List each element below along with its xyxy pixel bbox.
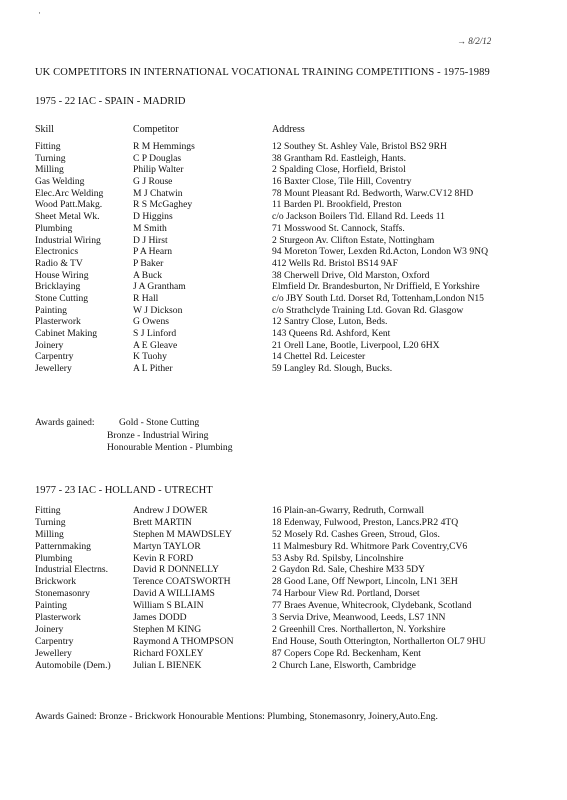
address-cell: 143 Queens Rd. Ashford, Kent [272, 328, 391, 339]
skill-cell: Jewellery [35, 647, 72, 659]
skill-cell: Industrial Wiring [35, 234, 101, 246]
address-cell: 12 Southey St. Ashley Vale, Bristol BS2 9RH [272, 141, 447, 152]
skill-cell: Automobile (Dem.) [35, 659, 111, 671]
table-row [35, 624, 560, 636]
skill-cell: House Wiring [35, 269, 89, 281]
address-cell: 77 Braes Avenue, Whitecrook, Clydebank, Scotland [272, 600, 472, 612]
table-row [35, 270, 560, 282]
competitor-cell: Terence COATSWORTH [133, 576, 231, 588]
competitor-cell: Brett MARTIN [133, 516, 192, 528]
skill-cell: Plasterwork [35, 612, 81, 624]
skill-cell: Carpentry [35, 351, 74, 363]
address-cell: 21 Orell Lane, Bootle, Liverpool, L20 6HX [272, 339, 440, 351]
competitor-cell: R Hall [133, 292, 159, 304]
skill-cell: Electronics [35, 246, 79, 258]
competitor-cell: David R DONNELLY [133, 564, 219, 576]
competitor-cell: Martyn TAYLOR [133, 540, 201, 552]
section-1977-heading: 1977 - 23 IAC - HOLLAND - UTRECHT [35, 485, 213, 496]
column-header-skill: Skill [35, 124, 54, 135]
table-row [35, 281, 560, 293]
section-1977-table [35, 505, 560, 671]
table-row [35, 141, 560, 153]
table-row [35, 351, 560, 363]
competitor-cell: P A Hearn [133, 246, 173, 258]
skill-cell: Joinery [35, 623, 64, 635]
table-row [35, 305, 560, 317]
address-cell: 78 Mount Pleasant Rd. Bedworth, Warw.CV12 8HD [272, 187, 474, 199]
award-item: Bronze - Industrial Wiring [107, 429, 209, 441]
table-row [35, 223, 560, 235]
award-item: Gold - Stone Cutting [119, 417, 200, 428]
table-row [35, 529, 560, 541]
address-cell: 28 Good Lane, Off Newport, Lincoln, LN1 3EH [272, 576, 458, 588]
table-row [35, 199, 560, 211]
table-row [35, 541, 560, 553]
skill-cell: Plumbing [35, 222, 73, 234]
column-header-competitor: Competitor [133, 124, 179, 135]
address-cell: Elmfield Dr. Brandesburton, Nr Driffield, E Yorkshire [272, 281, 480, 293]
awards-label: Awards gained: [35, 417, 95, 428]
competitor-cell: Philip Walter [133, 164, 184, 176]
table-row [35, 293, 560, 305]
table-row [35, 316, 560, 328]
address-cell: End House, South Otterington, Northallerton OL7 9HU [272, 635, 486, 647]
skill-cell: Sheet Metal Wk. [35, 211, 100, 223]
address-cell: 2 Sturgeon Av. Clifton Estate, Nottingham [272, 234, 435, 246]
address-cell: 412 Wells Rd. Bristol BS14 9AF [272, 257, 398, 269]
competitor-cell: W J Dickson [133, 304, 183, 316]
document-title: UK COMPETITORS IN INTERNATIONAL VOCATIONAL TRAINING COMPETITIONS - 1975-1989 [35, 67, 490, 78]
table-row [35, 164, 560, 176]
table-row [35, 588, 560, 600]
skill-cell: Stonemasonry [35, 588, 90, 600]
table-row [35, 600, 560, 612]
skill-cell: Patternmaking [35, 540, 91, 552]
skill-cell: Fitting [35, 141, 61, 152]
section-1975-table [35, 141, 560, 375]
competitor-cell: James DODD [133, 612, 187, 624]
column-header-address: Address [272, 124, 305, 135]
table-row [35, 660, 560, 672]
competitor-cell: Stephen M KING [133, 623, 202, 635]
skill-cell: Painting [35, 600, 67, 612]
skill-cell: Brickwork [35, 576, 77, 588]
address-cell: 11 Malmesbury Rd. Whitmore Park Coventry,CV6 [272, 540, 468, 552]
skill-cell: Radio & TV [35, 257, 83, 269]
table-row [35, 235, 560, 247]
address-cell: 12 Santry Close, Luton, Beds. [272, 316, 388, 328]
table-row [35, 553, 560, 565]
skill-cell: Turning [35, 152, 66, 164]
competitor-cell: Richard FOXLEY [133, 647, 204, 659]
address-cell: 16 Baxter Close, Tile Hill, Coventry [272, 176, 412, 188]
address-cell: 3 Servia Drive, Meanwood, Leeds, LS7 1NN [272, 612, 446, 624]
skill-cell: Bricklaying [35, 281, 81, 293]
address-cell: 53 Asby Rd. Spilsby, Lincolnshire [272, 552, 404, 564]
address-cell: 87 Copers Cope Rd. Beckenham, Kent [272, 647, 421, 659]
table-row [35, 246, 560, 258]
competitor-cell: R M Hemmings [133, 141, 195, 152]
address-cell: 2 Spalding Close, Horfield, Bristol [272, 164, 406, 176]
competitor-cell: G J Rouse [133, 176, 173, 188]
award-item: Honourable Mention - Plumbing [107, 442, 233, 453]
skill-cell: Carpentry [35, 635, 74, 647]
competitor-cell: D Higgins [133, 211, 173, 223]
skill-cell: Plasterwork [35, 316, 81, 328]
skill-cell: Plumbing [35, 552, 73, 564]
address-cell: 38 Cherwell Drive, Old Marston, Oxford [272, 269, 430, 281]
competitor-cell: A Buck [133, 269, 163, 281]
skill-cell: Joinery [35, 339, 64, 351]
table-row [35, 648, 560, 660]
table-row [35, 328, 560, 340]
address-cell: 16 Plain-an-Gwarry, Redruth, Cornwall [272, 505, 425, 516]
competitor-cell: G Owens [133, 316, 169, 328]
competitor-cell: M J Chatwin [133, 187, 183, 199]
address-cell: 18 Edenway, Fulwood, Preston, Lancs.PR2 4TQ [272, 516, 459, 528]
address-cell: 52 Mosely Rd. Cashes Green, Stroud, Glos. [272, 528, 440, 540]
address-cell: c/o Jackson Boilers Tld. Elland Rd. Leeds 11 [272, 211, 445, 223]
table-row [35, 576, 560, 588]
section-1977-awards: Awards Gained: Bronze - Brickwork Honourable Mentions: Plumbing, Stonemasonry, Joinery,Auto.Eng. [35, 711, 438, 722]
competitor-cell: A L Pither [133, 363, 173, 375]
skill-cell: Milling [35, 164, 64, 176]
competitor-cell: P Baker [133, 257, 164, 269]
skill-cell: Gas Welding [35, 176, 85, 188]
skill-cell: Milling [35, 528, 64, 540]
table-row [35, 153, 560, 165]
address-cell: 59 Langley Rd. Slough, Bucks. [272, 363, 393, 375]
address-cell: 14 Chettel Rd. Leicester [272, 351, 366, 363]
handwritten-reference: → 8/2/12 [457, 36, 492, 46]
competitor-cell: R S McGaghey [133, 199, 193, 211]
table-row [35, 211, 560, 223]
skill-cell: Turning [35, 516, 66, 528]
competitor-cell: David A WILLIAMS [133, 588, 215, 600]
competitor-cell: Julian L BIENEK [133, 659, 202, 671]
competitor-cell: Kevin R FORD [133, 552, 194, 564]
section-1975-heading: 1975 - 22 IAC - SPAIN - MADRID [35, 96, 186, 107]
address-cell: 2 Church Lane, Elsworth, Cambridge [272, 659, 416, 671]
skill-cell: Wood Patt.Makg. [35, 199, 103, 211]
table-row [35, 517, 560, 529]
address-cell: c/o Strathclyde Training Ltd. Govan Rd. Glasgow [272, 304, 464, 316]
address-cell: 71 Mosswood St. Cannock, Staffs. [272, 222, 405, 234]
skill-cell: Painting [35, 304, 67, 316]
competitor-cell: Raymond A THOMPSON [133, 635, 234, 647]
address-cell: 38 Grantham Rd. Eastleigh, Hants. [272, 152, 407, 164]
competitor-cell: K Tuohy [133, 351, 167, 363]
skill-cell: Stone Cutting [35, 292, 89, 304]
skill-cell: Elec.Arc Welding [35, 187, 104, 199]
competitor-cell: A E Gleave [133, 339, 178, 351]
table-row [35, 564, 560, 576]
skill-cell: Jewellery [35, 363, 72, 375]
address-cell: 11 Barden Pl. Brookfield, Preston [272, 199, 402, 211]
competitor-cell: William S BLAIN [133, 600, 204, 612]
skill-cell: Fitting [35, 505, 61, 516]
address-cell: 2 Gaydon Rd. Sale, Cheshire M33 5DY [272, 564, 425, 576]
address-cell: 2 Greenhill Cres. Northallerton, N. Yorkshire [272, 623, 446, 635]
competitor-cell: M Smith [133, 222, 167, 234]
table-row [35, 188, 560, 200]
competitor-cell: J A Grantham [133, 281, 186, 293]
address-cell: 94 Moreton Tower, Lexden Rd.Acton, London W3 9NQ [272, 246, 489, 258]
table-row [35, 505, 560, 517]
skill-cell: Industrial Electrns. [35, 564, 108, 576]
section-1975-awards [35, 417, 233, 453]
address-cell: c/o JBY South Ltd. Dorset Rd, Tottenham,London N15 [272, 292, 484, 304]
address-cell: 74 Harbour View Rd. Portland, Dorset [272, 588, 420, 600]
table-row [35, 340, 560, 352]
table-row [35, 612, 560, 624]
competitor-cell: D J Hirst [133, 234, 168, 246]
table-row [35, 176, 560, 188]
page-dot-mark: · [38, 8, 41, 18]
table-row [35, 258, 560, 270]
competitor-cell: Stephen M MAWDSLEY [133, 528, 232, 540]
skill-cell: Cabinet Making [35, 328, 98, 339]
table-row [35, 636, 560, 648]
competitor-cell: Andrew J DOWER [133, 505, 208, 516]
table-row [35, 363, 560, 375]
competitor-cell: C P Douglas [133, 152, 182, 164]
competitor-cell: S J Linford [133, 328, 177, 339]
